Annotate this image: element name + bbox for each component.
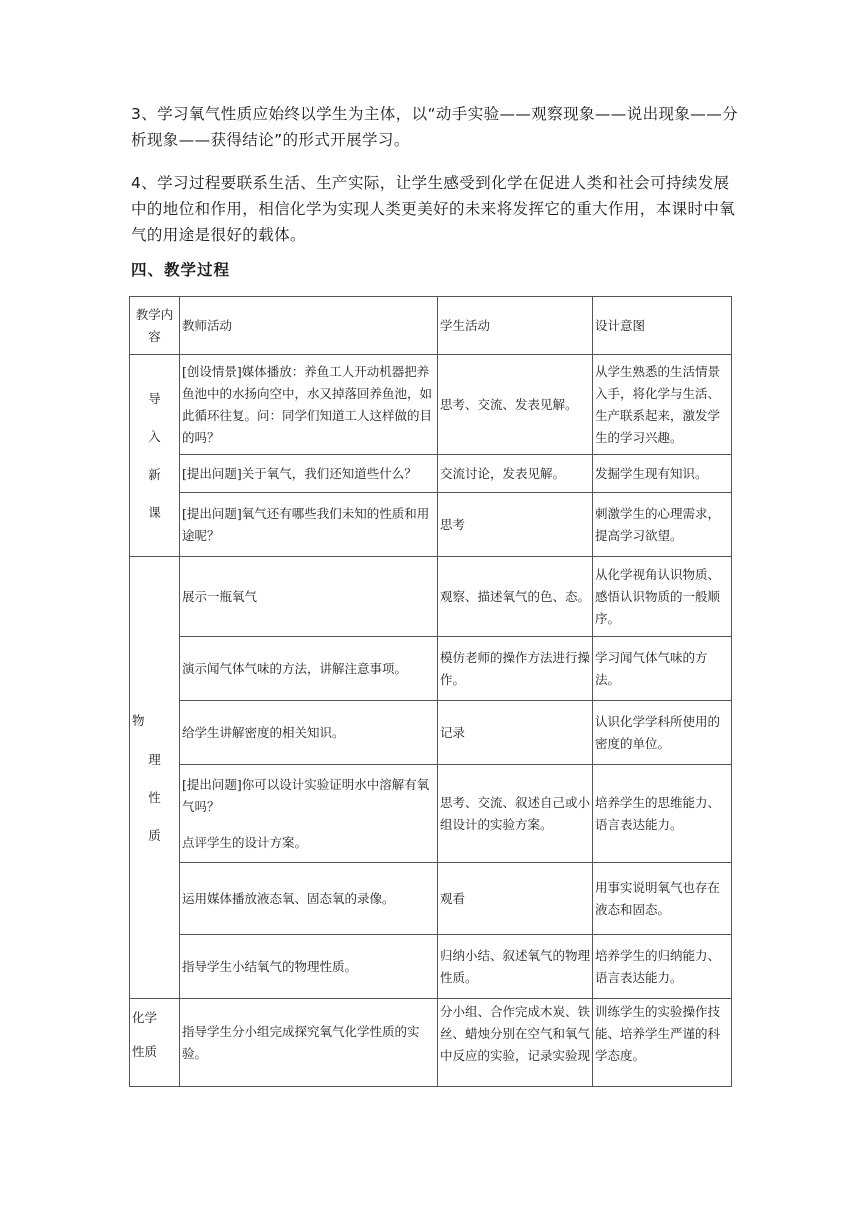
paragraph-3: 3、学习氧气性质应始终以学生为主体，以“动手实验——观察现象——说出现象——分析现象——获得结论”的形式开展学习。 (131, 105, 738, 149)
section-label-char: 新 (148, 466, 161, 482)
section-label-char: 性质 (132, 1044, 158, 1059)
teacher-cell: 演示闻气体气味的方法，讲解注意事项。 (180, 637, 438, 701)
teacher-cell: 指导学生分小组完成探究氧气化学性质的实验。 (180, 999, 438, 1087)
intent-cell: 培养学生的思维能力、语言表达能力。 (593, 765, 732, 863)
table-row (130, 355, 732, 455)
table-row (130, 455, 732, 493)
section-label-char: 化学 (132, 1010, 158, 1025)
section-label-char: 理 (148, 751, 161, 767)
teaching-process-table (129, 296, 732, 1087)
table-row (130, 637, 732, 701)
student-cell: 记录 (438, 701, 593, 765)
student-text: 分小组、合作完成木炭、铁丝、蜡烛分别在空气和氧气中反应的实验，记录实验现 (440, 1004, 590, 1063)
section-label-char: 质 (148, 827, 161, 843)
section-label-char: 导 (148, 390, 161, 406)
table-row (130, 765, 732, 863)
intent-cell: 刺激学生的心理需求，提高学习欲望。 (593, 493, 732, 557)
teacher-cell (180, 765, 438, 863)
student-cell: 思考 (438, 493, 593, 557)
student-cell: 模仿老师的操作方法进行操作。 (438, 637, 593, 701)
section-label-char: 课 (148, 504, 161, 520)
table-header-row (130, 297, 732, 355)
intent-cell: 从化学视角认识物质、感悟认识物质的一般顺序。 (593, 557, 732, 637)
section-label-char: 物 (132, 712, 145, 728)
teacher-cell: [创设情景]媒体播放：养鱼工人开动机器把养鱼池中的水扬向空中，水又掉落回养鱼池，如此循环往复。问：同学们知道工人这样做的目的吗？ (180, 355, 438, 455)
table-row (130, 935, 732, 999)
student-cell: 思考、交流、叙述自己或小组设计的实验方案。 (438, 765, 593, 863)
section-heading: 四、教学过程 (131, 261, 231, 279)
teacher-cell: [提出问题]关于氧气，我们还知道些什么？ (180, 455, 438, 493)
section-label-intro (130, 355, 180, 557)
teacher-cell: [提出问题]氧气还有哪些我们未知的性质和用途呢？ (180, 493, 438, 557)
intent-cell: 培养学生的归纳能力、语言表达能力。 (593, 935, 732, 999)
intent-cell: 训练学生的实验操作技能、培养学生严谨的科学态度。 (593, 999, 732, 1087)
header-content: 教学内容 (130, 297, 180, 355)
student-cell: 观察、描述氧气的色、态。 (438, 557, 593, 637)
intent-cell: 学习闻气体气味的方法。 (593, 637, 732, 701)
intent-cell: 用事实说明氧气也存在液态和固态。 (593, 863, 732, 935)
teacher-cell: 运用媒体播放液态氧、固态氧的录像。 (180, 863, 438, 935)
header-student: 学生活动 (438, 297, 593, 355)
section-label-physical (130, 557, 180, 999)
student-cell: 思考、交流、发表见解。 (438, 355, 593, 455)
intent-cell: 发掘学生现有知识。 (593, 455, 732, 493)
student-cell: 交流讨论，发表见解。 (438, 455, 593, 493)
table-row (130, 999, 732, 1087)
table-row (130, 557, 732, 637)
teacher-cell: 指导学生小结氧气的物理性质。 (180, 935, 438, 999)
paragraph-4: 4、学习过程要联系生活、生产实际，让学生感受到化学在促进人类和社会可持续发展中的地位和作用，相信化学为实现人类更美好的未来将发挥它的重大作用，本课时中氧气的用途是很好的载体。 (131, 174, 736, 244)
section-label-char: 性 (148, 789, 161, 805)
table-row (130, 493, 732, 557)
table-row (130, 863, 732, 935)
intent-cell: 认识化学学科所使用的密度的单位。 (593, 701, 732, 765)
student-cell: 观看 (438, 863, 593, 935)
student-cell (438, 999, 593, 1087)
teacher-cell: 给学生讲解密度的相关知识。 (180, 701, 438, 765)
table-row (130, 701, 732, 765)
header-intent: 设计意图 (593, 297, 732, 355)
teacher-cell: 展示一瓶氧气 (180, 557, 438, 637)
teacher-comment: 点评学生的设计方案。 (182, 834, 308, 850)
section-label-chemical (130, 999, 180, 1087)
intent-cell: 从学生熟悉的生活情景入手，将化学与生活、生产联系起来，激发学生的学习兴趣。 (593, 355, 732, 455)
header-teacher: 教师活动 (180, 297, 438, 355)
teacher-question: [提出问题]你可以设计实验证明水中溶解有氧气吗？ (182, 776, 430, 814)
student-cell: 归纳小结、叙述氧气的物理性质。 (438, 935, 593, 999)
section-label-char: 入 (148, 428, 161, 444)
